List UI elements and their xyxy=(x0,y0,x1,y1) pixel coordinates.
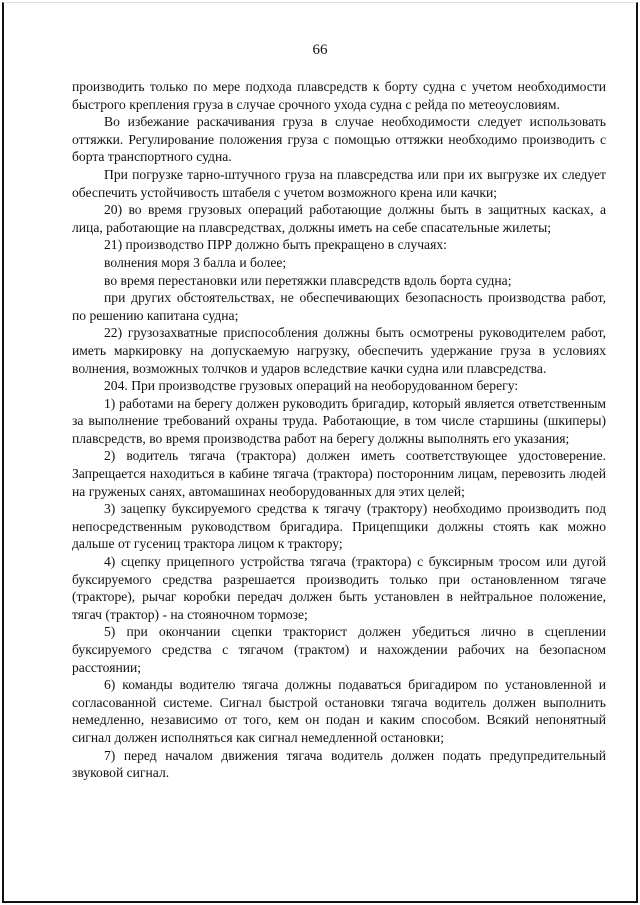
paragraph: 204. При производстве грузовых операций на необорудованном берегу: xyxy=(104,378,519,394)
paragraph: 5) при окончании сцепки тракторист должен убедиться лично в сцеплении буксируемого средства с тягачом (трактом) и нахождении рабочих на безопасном расстоянии; xyxy=(72,624,606,675)
paragraph: 20) во время грузовых операций работающие должны быть в защитных касках, а лица, работающие на плавсредствах, должны иметь на себе спасательные жилеты; xyxy=(72,202,606,235)
body-text xyxy=(72,78,606,782)
paragraph: 4) сцепку прицепного устройства тягача (трактора) с буксирным тросом или дугой буксируемого средства разрешается производить только при остановленном тягаче (тракторе), рычаг коробки передач должен быть установлен в нейтральное положение, тягач (трактор) - на стояночном тормозе; xyxy=(72,554,606,622)
page-number: 66 xyxy=(312,42,328,58)
paragraph: во время перестановки или перетяжки плавсредств вдоль борта судна; xyxy=(104,272,512,288)
paragraph: 2) водитель тягача (трактора) должен иметь соответствующее удостоверение. Запрещается находиться в кабине тягача (трактора) посторонним лицам, перевозить людей на груженых санях, автомашинах необорудованных для этих целей; xyxy=(72,448,606,499)
paragraph: 1) работами на берегу должен руководить бригадир, который является ответственным за выполнение требований охраны труда. Работающие, в том числе старшины (шкиперы) плавсредств, во время производства работ на берегу должны выполнять его указания; xyxy=(72,395,606,446)
paragraph: производить только по мере подхода плавсредств к борту судна с учетом необходимости быстрого крепления груза в случае срочного ухода судна с рейда по метеоусловиям. xyxy=(72,79,606,112)
paragraph: 22) грузозахватные приспособления должны быть осмотрены руководителем работ, иметь маркировку на допускаемую нагрузку, обеспечить удержание груза в условиях волнения, возможных толчков и ударов вследствие качки судна или плавсредства. xyxy=(72,325,606,376)
paragraph: 6) команды водителю тягача должны подаваться бригадиром по установленной и согласованной системе. Сигнал быстрой остановки тягача водитель должен выполнить немедленно, независимо от того, кем он подан и каким способом. Всякий непонятный сигнал должен исполняться как сигнал немедленной остановки; xyxy=(72,677,606,745)
paragraph: 7) перед началом движения тягача водитель должен подать предупредительный звуковой сигнал. xyxy=(72,747,606,781)
paragraph: 21) производство ПРР должно быть прекращено в случаях: xyxy=(104,237,447,253)
paragraph: волнения моря 3 балла и более; xyxy=(104,254,287,270)
paragraph: При погрузке тарно-штучного груза на плавсредства или при их выгрузке их следует обеспечить устойчивость штабеля с учетом возможного крена или качки; xyxy=(72,166,606,200)
paragraph: 3) зацепку буксируемого средства к тягачу (трактору) необходимо производить под непосредственным руководством бригадира. Прицепщики должны стоять как можно дальше от гусениц трактора лицом к трактору; xyxy=(72,501,606,552)
paragraph: Во избежание раскачивания груза в случае необходимости следует использовать оттяжки. Регулирование положения груза с помощью оттяжки необходимо производить с борта транспортного судна. xyxy=(72,114,606,165)
paragraph: при других обстоятельствах, не обеспечивающих безопасность производства работ, по решению капитана судна; xyxy=(72,290,606,323)
